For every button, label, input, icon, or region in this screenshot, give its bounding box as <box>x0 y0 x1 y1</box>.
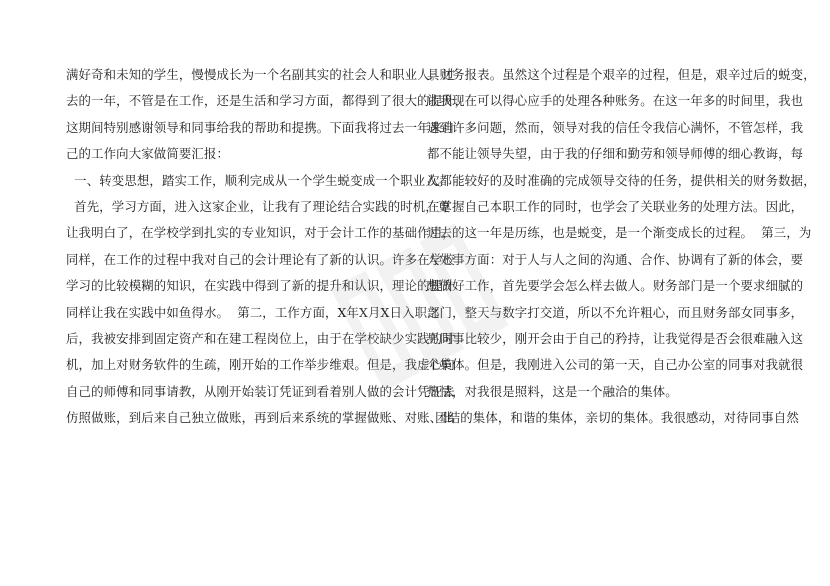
text-line: 遇到许多问题，然而，领导对我的信任令我信心满怀，不管怎样，我 <box>427 119 804 135</box>
text-line: 后，我被安排到固定资产和在建工程岗位上，由于在学校缺少实践的时 <box>66 330 455 346</box>
text-line: 在掌握自己本职工作的同时，也学会了关联业务的处理方法。因此， <box>427 198 804 214</box>
text-line: 自己的师傅和同事请教，从刚开始装订凭证到看着别人做的会计凭证去 <box>66 383 455 399</box>
text-line: 同样，在工作的过程中我对自己的会计理论有了新的认识。许多在学校 <box>66 251 455 267</box>
text-line: 让我明白了，在学校学到扎实的专业知识，对于会计工作的基础作用， <box>66 225 455 241</box>
text-line: 个集体。但是，我刚进入公司的第一天，自己办公室的同事对我就很 <box>427 357 804 373</box>
text-line: 同样让我在实践中如鱼得水。 第二，工作方面，X年X月X日入职之 <box>66 304 440 320</box>
text-line: 过去的这一年是历练，也是蜕变，是一个渐变成长的过程。 第三，为 <box>427 225 812 241</box>
text-line: 都不能让领导失望，由于我的仔细和勤劳和领导师傅的细心教诲，每 <box>427 146 804 162</box>
text-line: 次都能较好的及时准确的完成领导交待的任务，提供相关的财务数据， <box>427 172 816 188</box>
text-line: 首先，学习方面，进入这家企业，让我有了理论结合实践的时机，更 <box>66 198 451 214</box>
text-line: 机，加上对财务软件的生疏，刚开始的工作举步维艰。但是，我虚心向 <box>66 357 455 373</box>
right-text-column <box>427 62 816 431</box>
text-line: 人处事方面：对于人与人之间的沟通、合作、协调有了新的体会，要 <box>427 251 804 267</box>
text-line: 团结的集体，和谐的集体，亲切的集体。我很感动，对待同事自然 <box>427 410 799 426</box>
text-line: 学习的比较模糊的知识，在实践中得到了新的提升和认识，理论的提升 <box>66 278 455 294</box>
section-heading: 一、转变思想，踏实工作，顺利完成从一个学生蜕变成一个职业人。 <box>66 172 451 188</box>
text-line: 想做好工作，首先要学会怎么样去做人。财务部门是一个要求细腻的 <box>427 278 804 294</box>
text-line: 男同事比较少，刚开会由于自己的矜持，让我觉得是否会很难融入这 <box>427 330 804 346</box>
text-line: 这期间特别感谢领导和同事给我的帮助和提携。下面我将过去一年来自 <box>66 119 455 135</box>
text-line: 去的一年，不管是在工作，还是生活和学习方面，都得到了很大的提升， <box>66 93 468 109</box>
text-line: 己的工作向大家做简要汇报： <box>66 146 230 162</box>
left-text-column <box>66 62 468 431</box>
text-line: 热情，对我很是照料，这是一个融洽的集体。 <box>427 383 678 399</box>
text-line: 部门，整天与数字打交道，所以不允许粗心，而且财务部女同事多， <box>427 304 804 320</box>
text-line: 让我现在可以得心应手的处理各种账务。在这一年多的时间里，我也 <box>427 93 804 109</box>
text-line: 仿照做账，到后来自己独立做账，再到后来系统的掌握做账、对账、出 <box>66 410 455 426</box>
text-line: 具财务报表。虽然这个过程是个艰辛的过程，但是，艰辛过后的蜕变， <box>427 67 816 82</box>
text-line: 满好奇和未知的学生，慢慢成长为一个名副其实的社会人和职业人。过 <box>66 67 455 82</box>
